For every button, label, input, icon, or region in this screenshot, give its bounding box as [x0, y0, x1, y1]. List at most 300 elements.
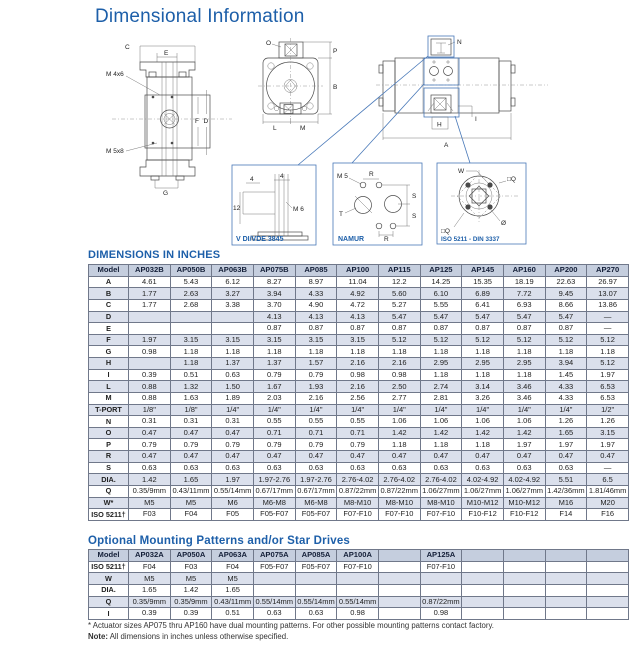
row-label-p: P — [89, 439, 129, 451]
dimension-value: F14 — [545, 509, 587, 521]
dimension-value: 1.18 — [295, 346, 337, 358]
dimension-value: 0.98 — [129, 346, 171, 358]
dimension-value: 0.79 — [170, 439, 212, 451]
dimension-value: M6-M8 — [295, 497, 337, 509]
dimension-value: 2.81 — [420, 392, 462, 404]
dimension-value — [545, 573, 587, 585]
dimension-value: 0.98 — [337, 369, 379, 381]
dimension-value: 3.15 — [587, 427, 629, 439]
detail-caption-vdivde3845: V DI/VDE 3845 — [236, 236, 284, 243]
column-header-ap160: AP160 — [503, 265, 545, 277]
dimension-row-w — [89, 497, 629, 509]
dimension-value: 0.43/11mm — [212, 596, 254, 608]
dimension-value: 1.97 — [503, 439, 545, 451]
dimension-value — [462, 573, 504, 585]
detail-dim-t: T — [339, 211, 343, 218]
dimension-value: 0.47 — [129, 451, 171, 463]
dimension-value: 1.97 — [587, 369, 629, 381]
dimension-value: 2.74 — [420, 381, 462, 393]
dimension-value: 0.79 — [253, 369, 295, 381]
dimension-value: 1.06/27mm — [503, 485, 545, 497]
dimension-value: 0.31 — [212, 416, 254, 428]
dimension-value: 7.72 — [503, 288, 545, 300]
row-label-s: S — [89, 462, 129, 474]
dimension-row-m — [89, 392, 629, 404]
dimension-value: 2.95 — [420, 358, 462, 370]
column-header-ap100a: AP100A — [337, 550, 379, 562]
dimension-value: 2.16 — [337, 381, 379, 393]
row-label-dia: DIA. — [89, 474, 129, 486]
dimension-value: 0.79 — [295, 439, 337, 451]
dimension-value: 0.71 — [253, 427, 295, 439]
dimension-value: 0.71 — [337, 427, 379, 439]
dimension-row-b — [89, 288, 629, 300]
dimension-value: 0.47 — [170, 451, 212, 463]
dimension-value: 1.18 — [545, 346, 587, 358]
dimension-value: 6.12 — [212, 276, 254, 288]
dimension-value: F16 — [587, 509, 629, 521]
dimension-value: F03 — [129, 509, 171, 521]
dimension-value: 5.47 — [378, 311, 420, 323]
optional-heading: Optional Mounting Patterns and/or Star Drives — [88, 535, 351, 547]
dimension-value: 1.97 — [212, 474, 254, 486]
dimension-value: 0.63 — [545, 462, 587, 474]
dimension-value: 1.97 — [545, 439, 587, 451]
detail-dim-4b: 4 — [280, 173, 284, 180]
dimension-value: 1.97 — [129, 334, 171, 346]
dimension-value: 0.87 — [378, 323, 420, 335]
row-label-w: W* — [89, 497, 129, 509]
dimension-value: 6.41 — [462, 299, 504, 311]
dimension-row-iso-5211 — [89, 561, 629, 573]
detail-dim-12: 12 — [233, 205, 241, 212]
page-title: Dimensional Information — [95, 6, 305, 27]
dimension-row-q — [89, 485, 629, 497]
dim-label-m: M — [300, 125, 306, 132]
dimension-value: 0.87 — [503, 323, 545, 335]
dimension-value: 3.70 — [253, 299, 295, 311]
dimension-value: 2.16 — [295, 392, 337, 404]
dim-label-e: E — [164, 50, 169, 57]
dimension-value: 1.18 — [378, 439, 420, 451]
dimension-value: 1/4" — [378, 404, 420, 416]
row-label-h: H — [89, 358, 129, 370]
dimension-value: 4.02-4.92 — [462, 474, 504, 486]
dim-label-n: N — [457, 39, 462, 46]
dimension-value: 5.60 — [378, 288, 420, 300]
dimension-value: F04 — [212, 561, 254, 573]
dimension-value: F07-F10 — [337, 561, 379, 573]
dimension-value: 0.47 — [170, 427, 212, 439]
row-label-q: Q — [89, 485, 129, 497]
dimension-value: 4.13 — [253, 311, 295, 323]
dimension-value: 4.13 — [337, 311, 379, 323]
dimension-value: 4.72 — [337, 299, 379, 311]
dim-label-h: H — [437, 121, 442, 129]
dim-label-p: P — [333, 48, 338, 55]
dimension-value: 13.07 — [587, 288, 629, 300]
dimension-value: M5 — [129, 497, 171, 509]
dimension-value: 4.33 — [545, 392, 587, 404]
dimension-value: 1.26 — [587, 416, 629, 428]
dimension-value: F05-F07 — [295, 509, 337, 521]
column-header-ap050a: AP050A — [170, 550, 212, 562]
dimension-value: 3.46 — [503, 381, 545, 393]
dimension-value: 0.47 — [545, 451, 587, 463]
column-header-ap100: AP100 — [337, 265, 379, 277]
dimension-value: 1/4" — [212, 404, 254, 416]
dimension-value — [545, 608, 587, 620]
dimension-value: 0.67/17mm — [295, 485, 337, 497]
footnote-units — [88, 632, 288, 641]
row-label-o: O — [89, 427, 129, 439]
dimension-value: 1.77 — [129, 299, 171, 311]
dimension-value: 1.57 — [295, 358, 337, 370]
dim-label-f: F — [195, 118, 199, 125]
dimension-value: 0.63 — [337, 462, 379, 474]
column-header-ap125: AP125 — [420, 265, 462, 277]
dimension-value: M6-M8 — [253, 497, 295, 509]
dimension-value: 0.63 — [462, 462, 504, 474]
dimension-value: M20 — [587, 497, 629, 509]
dimension-row-dia — [89, 474, 629, 486]
dimension-value: 3.94 — [545, 358, 587, 370]
dimension-value: 2.76-4.02 — [420, 474, 462, 486]
dimension-value: 1.18 — [420, 346, 462, 358]
dim-label-o: O — [266, 40, 272, 47]
dimension-value: 8.97 — [295, 276, 337, 288]
detail-box-namur — [333, 163, 422, 245]
dimension-value: F07-F10 — [420, 509, 462, 521]
dimension-row-q — [89, 596, 629, 608]
dimension-value: 1.06 — [378, 416, 420, 428]
detail-thread-m6: M 6 — [293, 206, 304, 213]
dimension-value: 5.12 — [587, 358, 629, 370]
dimension-value: — — [587, 323, 629, 335]
dimension-value: 1.18 — [420, 439, 462, 451]
dimension-value: 5.12 — [462, 334, 504, 346]
dimension-value: 6.53 — [587, 381, 629, 393]
dimension-value: 3.15 — [212, 334, 254, 346]
dimension-value: 2.95 — [503, 358, 545, 370]
dimension-value: 1.18 — [378, 346, 420, 358]
dimension-value: 1/8" — [129, 404, 171, 416]
dimension-value: 1.18 — [420, 369, 462, 381]
dimension-value: 1.42 — [462, 427, 504, 439]
dimension-value: 0.71 — [295, 427, 337, 439]
dimension-value: 3.38 — [212, 299, 254, 311]
dimension-value: 0.55/14mm — [337, 596, 379, 608]
dimension-value: F03 — [170, 561, 212, 573]
dimension-value: 5.47 — [462, 311, 504, 323]
dimension-value: M10-M12 — [503, 497, 545, 509]
dimension-value — [170, 323, 212, 335]
column-header-model: Model — [89, 265, 129, 277]
dimension-value: 0.88 — [129, 381, 171, 393]
dimensional-drawings — [0, 0, 632, 252]
dimension-value: 2.16 — [337, 358, 379, 370]
dimension-value: 0.98 — [337, 608, 379, 620]
dimension-value: 0.63 — [212, 462, 254, 474]
row-label-q: Q — [89, 596, 129, 608]
dimension-value: F05-F07 — [295, 561, 337, 573]
dimension-value: 0.39 — [170, 608, 212, 620]
detail-dim-4a: 4 — [250, 176, 254, 183]
column-header-blank — [378, 550, 420, 562]
dimension-value: 2.95 — [462, 358, 504, 370]
detail-dim-q-top: □Q — [507, 176, 516, 183]
dimension-value: 1.18 — [170, 346, 212, 358]
row-label-t-port: T-PORT — [89, 404, 129, 416]
dimension-value: M8-M10 — [378, 497, 420, 509]
dimension-value: 4.61 — [129, 276, 171, 288]
dimension-value: 2.76-4.02 — [337, 474, 379, 486]
row-label-dia: DIA. — [89, 584, 129, 596]
dimension-value: 15.35 — [462, 276, 504, 288]
column-header-blank — [545, 550, 587, 562]
dimension-value — [378, 561, 420, 573]
dimension-value: 0.79 — [295, 369, 337, 381]
dimension-value: 0.47 — [587, 451, 629, 463]
dimension-value: M6 — [212, 497, 254, 509]
row-label-b: B — [89, 288, 129, 300]
dimension-value — [545, 596, 587, 608]
dimension-value: 2.56 — [337, 392, 379, 404]
dimension-value: 1.65 — [545, 427, 587, 439]
dimension-value: 1.42/36mm — [545, 485, 587, 497]
dimension-value: 1.18 — [503, 346, 545, 358]
row-label-a: A — [89, 276, 129, 288]
dimension-value: 5.47 — [420, 311, 462, 323]
detail-dim-r-bottom: R — [384, 236, 389, 243]
dimension-value — [253, 584, 295, 596]
dimension-value: 0.87 — [420, 323, 462, 335]
dimension-row-t-port — [89, 404, 629, 416]
dimension-value: 1.97 — [587, 439, 629, 451]
dimension-value: 5.43 — [170, 276, 212, 288]
dimension-value: 4.02-4.92 — [503, 474, 545, 486]
dimension-value: 1.18 — [170, 358, 212, 370]
dimension-value: 0.51 — [170, 369, 212, 381]
dimension-value: 0.39 — [129, 608, 171, 620]
dimension-value: 1/4" — [545, 404, 587, 416]
dimension-value: 1.18 — [337, 346, 379, 358]
dimension-value: 3.15 — [170, 334, 212, 346]
dimension-value: 0.87/22mm — [420, 596, 462, 608]
column-header-ap063a: AP063A — [212, 550, 254, 562]
column-header-ap050b: AP050B — [170, 265, 212, 277]
row-label-i: I — [89, 608, 129, 620]
dimension-value: F04 — [170, 509, 212, 521]
dimension-value: 1.06/27mm — [420, 485, 462, 497]
dimension-value: M8-M10 — [420, 497, 462, 509]
column-header-ap270: AP270 — [587, 265, 629, 277]
dimension-value: 0.98 — [420, 608, 462, 620]
dimension-value — [420, 573, 462, 585]
dimension-value: 5.12 — [420, 334, 462, 346]
dimension-value: 0.31 — [129, 416, 171, 428]
dimension-row-e — [89, 323, 629, 335]
dimension-value: 0.87 — [253, 323, 295, 335]
dimension-value — [337, 573, 379, 585]
dimension-value: 1.18 — [462, 369, 504, 381]
dimension-value: M16 — [545, 497, 587, 509]
dimension-value: 2.76-4.02 — [378, 474, 420, 486]
dimension-value — [545, 584, 587, 596]
optional-mounting-table — [88, 549, 629, 620]
dimension-value: 0.79 — [337, 439, 379, 451]
dimension-value — [337, 584, 379, 596]
dimension-value: 6.93 — [503, 299, 545, 311]
dimension-value: M5 — [170, 573, 212, 585]
dimension-value: 5.12 — [587, 334, 629, 346]
dimension-value: 5.51 — [545, 474, 587, 486]
column-header-ap125a: AP125A — [420, 550, 462, 562]
dimension-value: 14.25 — [420, 276, 462, 288]
dimension-value: 4.90 — [295, 299, 337, 311]
dimension-value: 0.79 — [212, 439, 254, 451]
dimension-value: 0.31 — [170, 416, 212, 428]
dimension-value: 1.65 — [129, 584, 171, 596]
dimension-value: 5.12 — [503, 334, 545, 346]
footnote-note-label: Note: — [88, 632, 108, 641]
dimension-value: 2.16 — [378, 358, 420, 370]
column-header-ap085: AP085 — [295, 265, 337, 277]
dimension-value: F04 — [129, 561, 171, 573]
dimension-value: 3.15 — [295, 334, 337, 346]
dimension-value: 1.63 — [170, 392, 212, 404]
dimension-value: 0.47 — [420, 451, 462, 463]
dimension-value: M10-M12 — [462, 497, 504, 509]
detail-dim-diameter: Ø — [501, 220, 507, 227]
dimension-value: 0.47 — [212, 451, 254, 463]
dimension-value: 0.47 — [129, 427, 171, 439]
row-label-r: R — [89, 451, 129, 463]
row-label-d: D — [89, 311, 129, 323]
dimension-value: 0.55 — [295, 416, 337, 428]
dimension-value: 6.5 — [587, 474, 629, 486]
dimension-value: 3.14 — [462, 381, 504, 393]
dimension-value — [587, 561, 629, 573]
row-label-f: F — [89, 334, 129, 346]
dimension-value: 0.51 — [212, 608, 254, 620]
dimension-value: 0.63 — [253, 462, 295, 474]
dimension-value: 0.35/9mm — [129, 596, 171, 608]
dimension-value: 3.26 — [462, 392, 504, 404]
dimension-value — [587, 596, 629, 608]
detail-dim-r-top: R — [369, 171, 374, 178]
row-label-c: C — [89, 299, 129, 311]
optional-header-row — [89, 550, 629, 562]
dimension-value — [503, 596, 545, 608]
dimension-value: 1.18 — [462, 346, 504, 358]
dim-label-c: C — [125, 44, 130, 51]
detail-box-iso5211 — [437, 163, 526, 244]
dimension-value: 3.15 — [337, 334, 379, 346]
dimension-value: 1.26 — [545, 416, 587, 428]
dimension-value: 1.42 — [129, 474, 171, 486]
dimension-row-c — [89, 299, 629, 311]
dim-label-d: D — [203, 118, 209, 125]
dimension-value: 9.45 — [545, 288, 587, 300]
dimension-value: 3.15 — [253, 334, 295, 346]
dimension-value: 0.55/14mm — [212, 485, 254, 497]
dimension-row-i — [89, 608, 629, 620]
dimension-value: 1.18 — [253, 346, 295, 358]
column-header-ap063b: AP063B — [212, 265, 254, 277]
column-header-blank — [587, 550, 629, 562]
dimension-value: 0.87 — [462, 323, 504, 335]
dimension-value: 1.42 — [378, 427, 420, 439]
dimension-value — [587, 573, 629, 585]
dimension-row-f — [89, 334, 629, 346]
dimension-value: 0.63 — [253, 608, 295, 620]
dimensions-header-row — [89, 265, 629, 277]
dimension-value: 1.97-2.76 — [295, 474, 337, 486]
dimension-value: 0.63 — [129, 462, 171, 474]
dimension-value: 1.65 — [170, 474, 212, 486]
column-header-ap075b: AP075B — [253, 265, 295, 277]
dimension-value: 1/2" — [587, 404, 629, 416]
dimension-value — [462, 596, 504, 608]
dimension-value: 6.89 — [462, 288, 504, 300]
dimension-row-a — [89, 276, 629, 288]
dimension-value: 1.45 — [545, 369, 587, 381]
column-header-ap032a: AP032A — [129, 550, 171, 562]
dimension-value: 4.33 — [545, 381, 587, 393]
column-header-ap200: AP200 — [545, 265, 587, 277]
dimension-value: 1/4" — [503, 404, 545, 416]
dimension-value: 0.63 — [295, 462, 337, 474]
side-view-drawing — [106, 44, 232, 197]
dimension-value — [253, 573, 295, 585]
dimension-value: M5 — [129, 573, 171, 585]
dimension-value: 1.65 — [212, 584, 254, 596]
dimension-value: 22.63 — [545, 276, 587, 288]
dimension-value: 18.19 — [503, 276, 545, 288]
dimension-value: 26.97 — [587, 276, 629, 288]
dimensions-heading: DIMENSIONS IN INCHES — [88, 249, 221, 261]
dimension-value: 0.47 — [462, 451, 504, 463]
dimension-value — [503, 608, 545, 620]
dimension-value: 0.55/14mm — [295, 596, 337, 608]
dimension-value: 11.04 — [337, 276, 379, 288]
dimension-value: — — [587, 462, 629, 474]
dimension-value: F05-F07 — [253, 561, 295, 573]
dimension-row-n — [89, 416, 629, 428]
dimension-value — [462, 584, 504, 596]
dimension-row-o — [89, 427, 629, 439]
dimension-value: 0.87 — [545, 323, 587, 335]
dimension-value: 8.66 — [545, 299, 587, 311]
dimension-value: 1.06/27mm — [462, 485, 504, 497]
dimension-row-i — [89, 369, 629, 381]
dimension-value: 6.53 — [587, 392, 629, 404]
dimension-value: 2.50 — [378, 381, 420, 393]
dimension-value: 3.27 — [212, 288, 254, 300]
dimension-value: 0.55/14mm — [253, 596, 295, 608]
dimension-value — [503, 573, 545, 585]
dimension-value: 0.87/22mm — [337, 485, 379, 497]
dimension-value: 0.47 — [253, 451, 295, 463]
dimension-value — [420, 584, 462, 596]
dimension-value: 0.88 — [129, 392, 171, 404]
dimension-value: 0.63 — [420, 462, 462, 474]
dimension-row-w — [89, 573, 629, 585]
dimension-value: 0.35/9mm — [129, 485, 171, 497]
dimension-value — [129, 358, 171, 370]
dimension-row-s — [89, 462, 629, 474]
